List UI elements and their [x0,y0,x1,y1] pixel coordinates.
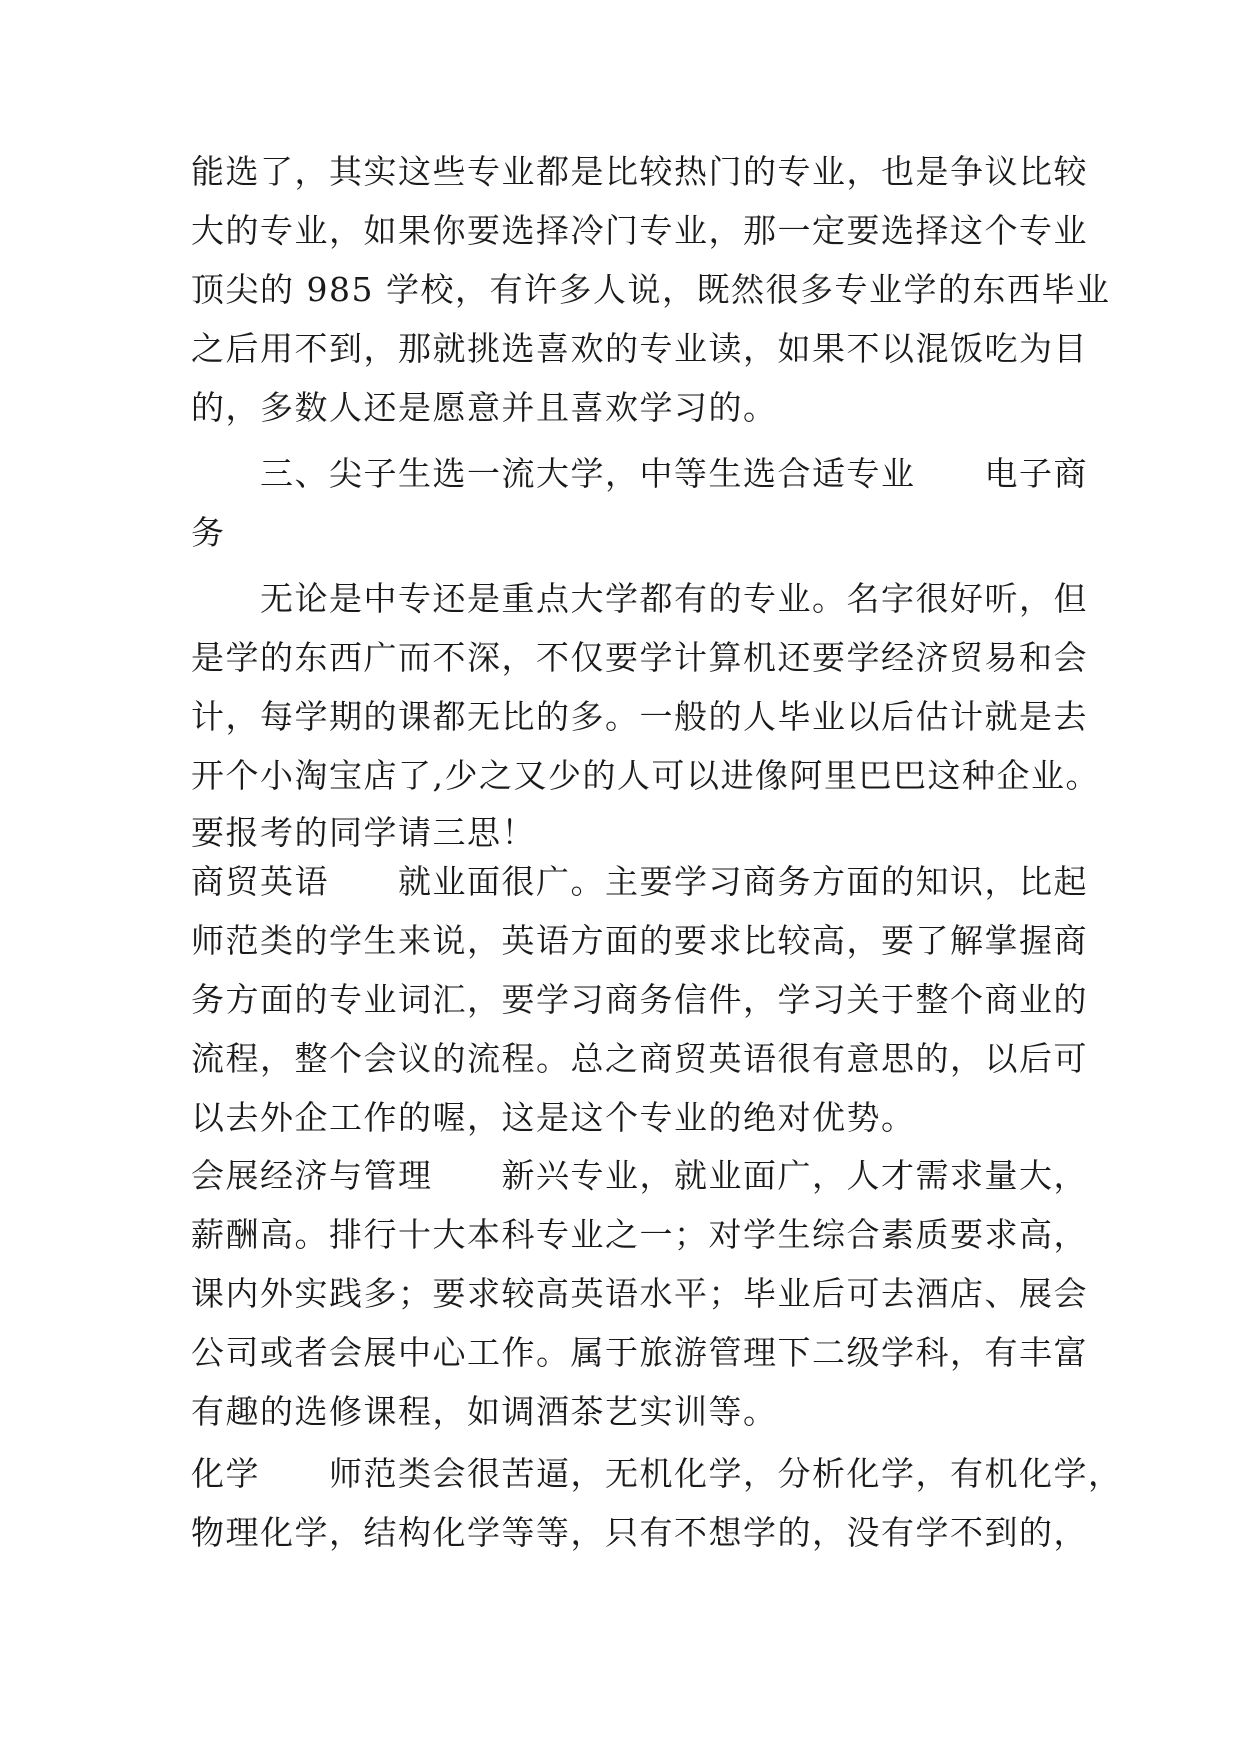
text-line: 大的专业，如果你要选择冷门专业，那一定要选择这个专业 [191,211,1088,250]
text-line: 的，多数人还是愿意并且喜欢学习的。 [191,388,778,427]
text-line: 公司或者会展中心工作。属于旅游管理下二级学科，有丰富 [191,1333,1088,1372]
text-line: 开个小淘宝店了,少之又少的人可以进像阿里巴巴这种企业。 [191,756,1100,795]
text-line: 课内外实践多；要求较高英语水平；毕业后可去酒店、展会 [191,1274,1088,1313]
text-line: 计，每学期的课都无比的多。一般的人毕业以后估计就是去 [191,697,1088,736]
text-line: 薪酬高。排行十大本科专业之一；对学生综合素质要求高， [191,1215,1088,1254]
text-line: 有趣的选修课程，如调酒茶艺实训等。 [191,1392,778,1431]
text-line: 能选了，其实这些专业都是比较热门的专业，也是争议比较 [191,152,1088,191]
text-line: 无论是中专还是重点大学都有的专业。名字很好听，但 [191,579,1088,618]
text-line: 化学 师范类会很苦逼，无机化学，分析化学，有机化学， [191,1454,1123,1493]
text-line: 要报考的同学请三思！ [191,813,536,852]
text-line: 会展经济与管理 新兴专业，就业面广，人才需求量大， [191,1156,1088,1195]
section-heading-continued: 务 [191,513,226,552]
text-line: 商贸英语 就业面很广。主要学习商务方面的知识，比起 [191,862,1088,901]
text-line: 务方面的专业词汇，要学习商务信件，学习关于整个商业的 [191,980,1088,1019]
text-line: 顶尖的 985 学校，有许多人说，既然很多专业学的东西毕业 [191,270,1111,309]
text-line: 是学的东西广而不深，不仅要学计算机还要学经济贸易和会 [191,638,1088,677]
text-line: 流程，整个会议的流程。总之商贸英语很有意思的，以后可 [191,1039,1088,1078]
text-line: 师范类的学生来说，英语方面的要求比较高，要了解掌握商 [191,921,1088,960]
text-line: 之后用不到，那就挑选喜欢的专业读，如果不以混饭吃为目 [191,329,1088,368]
text-line: 以去外企工作的喔，这是这个专业的绝对优势。 [191,1098,916,1137]
section-heading: 三、尖子生选一流大学，中等生选合适专业 电子商 [191,454,1088,493]
text-line: 物理化学，结构化学等等，只有不想学的，没有学不到的， [191,1513,1088,1552]
